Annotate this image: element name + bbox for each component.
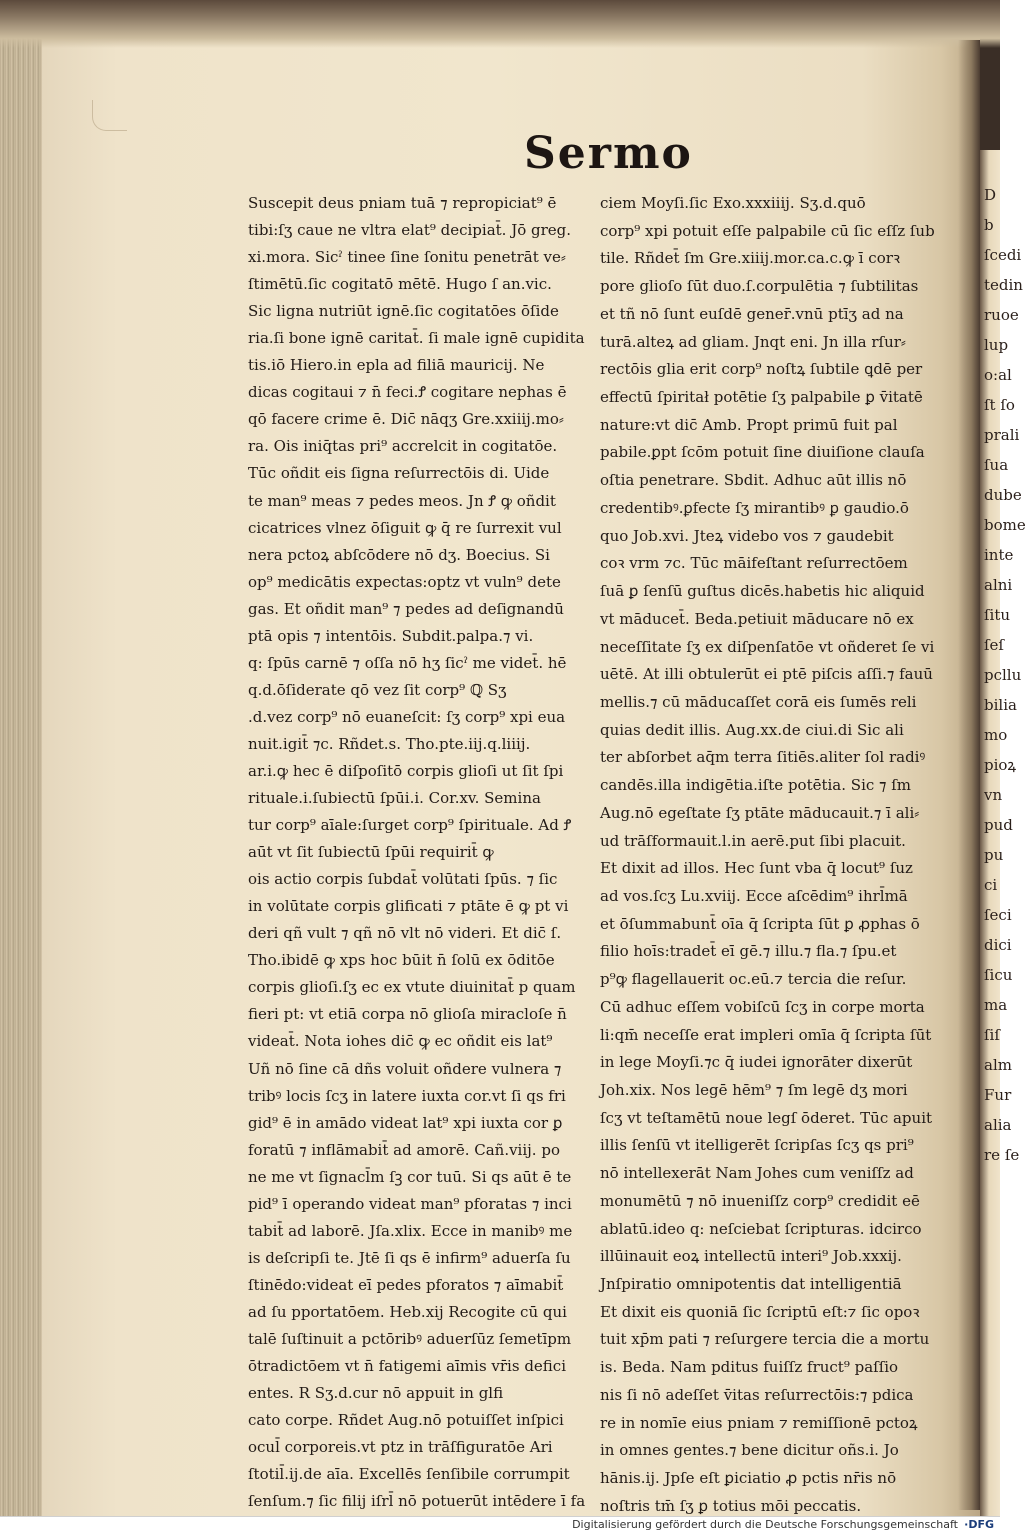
text-line: ne me vt ſignacl̄m ſꝫ cor tuū. Si qs aūt ē te (248, 1167, 572, 1186)
text-line: ud trāſformauit.l.in aerē.put ſibi placuit. (600, 831, 906, 850)
right-page-text-fragment: vn (984, 786, 1003, 804)
text-line: re in nomīe eius pniam ⁊ remiſſionē pctoꝝ (600, 1413, 918, 1432)
right-page-text-fragment: inte (984, 546, 1014, 564)
text-line: quo Job.xvi. Jteꝝ videbo vos ⁊ gaudebit (600, 526, 894, 545)
right-page-text-fragment: ſeſ (984, 636, 1004, 654)
text-line: entes. R Sʒ.d.cur nō appuit in glfi (248, 1384, 504, 1403)
text-line: in lege Moyſi.⁊c q̄ iudei ignorāter dixerūt (600, 1053, 913, 1072)
text-column-right (600, 190, 938, 1521)
right-page-text-fragment: ruoe (984, 306, 1019, 324)
text-line: corp⁹ xpi potuit eſſe palpabile cū ſic eſſz ſub (600, 221, 935, 240)
text-column-left (248, 190, 586, 1515)
book-gutter (958, 40, 980, 1510)
text-line: videat̄. Nota iohes dic̄ ꝙ ec oñdit eis lat⁹ (248, 1032, 553, 1051)
right-page-text-fragment: ſicu (984, 966, 1013, 984)
text-line: pore glioſo ſūt duo.ſ.corpulētia ⁊ ſubtilitas (600, 277, 919, 296)
text-line: xi.mora. Sicˀ tinee ſine ſonitu penetrāt ve⸗ (248, 248, 566, 267)
text-line: ad ſu pportatōem. Heb.xij Recogite cū qui (248, 1302, 567, 1321)
text-line: oſtia penetrare. Sbdit. Adhuc aūt illis nō (600, 471, 907, 490)
text-line: foratū ⁊ inflāmabit̄ ad amorē. Cañ.viij. po (248, 1140, 560, 1159)
text-line: ſtimētū.ſic cogitatō mētē. Hugo ſ an.vic. (248, 275, 552, 294)
text-line: nature:vt dic̄ Amb. Propt primū fuit pal (600, 415, 898, 434)
text-line: ſuā ꝑ ſenſū guſtus dicēs.habetis hic aliquid (600, 582, 925, 601)
text-line: q.d.ōſiderate qō vez ſit corp⁹ ℚ Sʒ (248, 680, 507, 699)
right-page-text-fragment: dici (984, 936, 1012, 954)
text-line: rituale.i.ſubiectū ſpūi.i. Cor.xv. Semina (248, 789, 541, 808)
text-line: te man⁹ meas ⁊ pedes meos. Jn Ꝭ ꝙ oñdit (248, 491, 556, 510)
text-line: filio hoīs:tradet̄ eī gē.⁊ illu.⁊ fla.⁊ ſpu.et (600, 942, 897, 961)
text-line: quias dedit illis. Aug.xx.de ciui.di Sic ali (600, 720, 904, 739)
text-line: ra. Ois iniq̄tas pri⁹ accrelcit in cogitatōe. (248, 437, 558, 456)
right-page-text-fragment: pud (984, 816, 1013, 834)
page-header-title: Sermo (524, 128, 693, 179)
text-line: ſtinēdo:videat eī pedes pforatos ⁊ aīmabit̄ (248, 1275, 564, 1294)
right-page-text-fragment: pcllu (984, 666, 1022, 684)
text-line: Sic ligna nutriūt ignē.ſic cogitatōes ōſide (248, 302, 559, 321)
right-page-text-fragment: alm (984, 1056, 1012, 1074)
right-page-text-fragment: bome (984, 516, 1026, 534)
text-line: is deſcripſi te. Jtē ſi qs ē infirm⁹ aduerſa ſu (248, 1248, 571, 1267)
book-top-edge (0, 0, 1000, 48)
right-page-text-fragment: ſitu (984, 606, 1011, 624)
right-page-text-fragment: tedin (984, 276, 1023, 294)
text-line: ſtotil̄.ij.de aīa. Excellēs ſenſibile corrumpit (248, 1465, 570, 1484)
text-line: Suscepit deus pniam tuā ⁊ repropiciat⁹ ē (248, 194, 557, 212)
text-line: tis.iō Hiero.in epla ad filiā mauricij. Ne (248, 356, 545, 375)
text-line: nuit.igit̄ ⁊c. Rñdet.s. Tho.pte.iij.q.liiij. (248, 734, 531, 753)
text-line: uētē. At illi obtulerūt ei ptē piſcis aſſi.⁊ fauū (600, 665, 933, 684)
right-page-text-fragment: ma (984, 996, 1008, 1014)
right-page-text-fragment: dube (984, 486, 1022, 504)
right-page-text-fragment: pioꝝ (984, 756, 1017, 774)
text-line: illis ſenſū vt itelligerēt ſcripſas ſcʒ qs pri⁹ (600, 1136, 914, 1155)
right-page-text-fragment: ſiſ (984, 1026, 1000, 1044)
book-page-edges (0, 0, 42, 1516)
text-line: in omnes gentes.⁊ bene dicitur oñs.i. Jo (600, 1441, 899, 1460)
text-line: tabit̄ ad laborē. Jſa.xlix. Ecce in manibꝰ me (248, 1221, 573, 1240)
text-line: ois actio corpis ſubdat̄ volūtati ſpūs. ⁊ ſic (248, 870, 558, 889)
dfg-logo: ·DFG (964, 1518, 994, 1531)
text-line: vt māducet̄. Beda.petiuit māducare nō ex (600, 609, 914, 628)
text-line: tibi:ſʒ caue ne vltra elat⁹ decipiat̄. Jō greg. (248, 221, 572, 240)
text-line: ad vos.ſcʒ Lu.xviij. Ecce aſcēdim⁹ ihrl̄mā (600, 886, 908, 905)
text-line: nō intellexerāt Nam Johes cum veniſſz ad (600, 1164, 914, 1183)
text-line: noſtris tm̄ ſʒ ꝑ totius mōi peccatis. (600, 1496, 862, 1515)
text-line: corpis glioſi.ſʒ ec ex vtute diuinitat̄ p quam (248, 978, 576, 997)
right-page-text-fragment: lup (984, 336, 1009, 354)
text-line: Joh.xix. Nos legē hēm⁹ ⁊ ſm legē dʒ mori (600, 1081, 908, 1099)
text-line: ſcʒ vt teſtamētū noue legſ ōderet. Tūc apuit (600, 1108, 933, 1127)
right-page-text-fragment: alia (984, 1116, 1012, 1134)
right-page-text-fragment: bilia (984, 696, 1017, 714)
text-line: Jnſpiratio omnipotentis dat intelligentiā (600, 1275, 902, 1294)
text-line: p⁹ꝙ flagellauerit oc.eū.⁊ tercia die reſur. (600, 970, 907, 989)
text-line: illūinauit eoꝝ intellectū interi⁹ Job.xxxij. (600, 1247, 902, 1266)
right-page-text-fragment: ſcedi (984, 246, 1022, 264)
text-line: Tho.ibidē ꝙ xps hoc būit n̄ ſolū ex ōditōe (248, 951, 555, 970)
text-line: op⁹ medicātis expectas:optz vt vuln⁹ dete (248, 572, 561, 591)
text-line: Et dixit eis quoniā ſic ſcriptū eſt:⁊ ſic opoꝛ (600, 1302, 920, 1321)
right-page-text-fragment: Fur (984, 1086, 1012, 1104)
text-line: in volūtate corpis glificati ⁊ ptāte ē ꝙ pt vi (248, 897, 569, 916)
text-line: aūt vt ſit ſubiectū ſpūi requirit̄ ꝙ (248, 843, 494, 862)
text-line: et tñ nō ſunt euſdē gener̄.vnū ptīʒ ad na (600, 304, 904, 323)
text-line: tuit xp̄m pati ⁊ reſurgere tercia die a mortu (600, 1330, 930, 1349)
text-line: li:qm̄ neceſſe erat impleri omīa q̄ ſcripta ſūt (600, 1025, 932, 1044)
right-page-text-fragment: alni (984, 576, 1013, 594)
text-line: ter abſorbet aq̄m terra ſitiēs.aliter ſol radiꝰ (600, 748, 926, 767)
text-line: pabile.ꝑpt ſcōm potuit ſine diuiſione clauſa (600, 443, 925, 462)
text-line: turā.alteꝝ ad gliam. Jnqt eni. Jn illa rſur⸗ (600, 332, 906, 351)
right-page-text-fragment: ſua (984, 456, 1009, 474)
text-line: qō facere crime ē. Dic̄ nāqʒ Gre.xxiiij.mo⸗ (248, 410, 564, 429)
text-line: tur corp⁹ aīale:ſurget corp⁹ ſpirituale. Ad Ꝭ (248, 816, 572, 835)
text-line: ablatū.ideo q: neſciebat ſcripturas. idcirco (600, 1219, 922, 1238)
right-page-text-fragment: ſeci (984, 906, 1012, 924)
text-line: ria.ſi bone ignē caritat̄. ſi male ignē cupidita (248, 329, 585, 348)
text-line: neceſſitate ſʒ ex diſpenſatōe vt oñderet ſe vi (600, 637, 935, 656)
text-line: effectū ſpiritał potētie ſʒ palpabile ꝑ v̄itatē (600, 388, 923, 407)
text-line: credentibꝰ.ꝑfecte ſʒ mirantibꝰ ꝑ gaudio.ō (600, 498, 909, 517)
folded-corner (92, 100, 127, 131)
right-page-fragment (980, 150, 1026, 1170)
right-page-text-fragment: pu (984, 846, 1004, 864)
text-line: nera pctoꝝ abſcōdere nō dʒ. Boecius. Si (248, 545, 550, 564)
right-page-text-fragment: ſt ſo (984, 396, 1015, 414)
text-line: cato corpe. Rñdet Aug.nō potuiſſet inſpici (248, 1411, 564, 1430)
text-line: Cū adhuc eſſem vobiſcū ſcʒ in corpe morta (600, 997, 925, 1016)
text-line: et ōſummabunt̄ oīa q̄ ſcripta ſūt ꝑ ꝓphas ō (600, 914, 920, 933)
text-line: ocul̄ corporeis.vt ptz in trāſfiguratōe Ari (248, 1438, 553, 1457)
right-page-text-fragment: D (984, 186, 997, 204)
text-line: pid⁹ ī operando videat man⁹ pforatas ⁊ inci (248, 1194, 572, 1213)
text-line: gid⁹ ē in amādo videat lat⁹ xpi iuxta cor ꝑ (248, 1113, 563, 1132)
text-line: Aug.nō egeſtate ſʒ ptāte māducauit.⁊ ī ali⸗ (600, 803, 920, 822)
text-line: ciem Moyſi.ſic Exo.xxxiiij. Sʒ.d.quō (600, 194, 866, 212)
text-line: q: ſpūs carnē ⁊ oſſa nō hʒ ſicˀ me videt̄. hē (248, 653, 567, 672)
text-line: .d.vez corp⁹ nō euaneſcit: ſʒ corp⁹ xpi eua (248, 707, 566, 726)
text-line: talē ſuſtinuit a pctōribꝰ aduerſūz ſemetīpm (248, 1329, 572, 1348)
text-line: is. Beda. Nam pditus fuiſſz fruct⁹ paſſio (600, 1358, 899, 1377)
text-line: candēs.illa indigētia.iſte potētia. Sic ⁊ ſm (600, 776, 912, 795)
right-page-text-fragment: ci (984, 876, 998, 894)
text-line: Tūc oñdit eis ſigna reſurrectōis di. Uide (248, 464, 550, 483)
text-line: ar.i.ꝙ hec ē diſpoſitō corpis glioſi ut ſit ſpi (248, 761, 564, 780)
text-line: mellis.⁊ cū māducaſſet corā eis ſumēs reli (600, 692, 917, 711)
text-line: tile. Rñdet̄ ſm Gre.xiiij.mor.ca.c.ꝙ ī corꝛ (600, 249, 901, 268)
text-line: rectōis glia erit corp⁹ noſtꝝ ſubtile ꝗdē per (600, 360, 923, 379)
text-line: cicatrices vlnez ōſiguit ꝙ q̄ re ſurrexit vul (248, 518, 562, 537)
right-page-text-fragment: re ſe (984, 1146, 1020, 1164)
right-page-text-fragment: prali (984, 426, 1020, 444)
text-line: deri qñ vult ⁊ qñ nō vlt nō videri. Et dic̄ ſ. (248, 924, 562, 943)
text-line: ptā opis ⁊ intentōis. Subdit.palpa.⁊ vi. (248, 626, 534, 645)
right-page-text-fragment: b (984, 216, 994, 234)
text-line: nis ſi nō adeſſet v̄itas reſurrectōis:⁊ pdica (600, 1385, 914, 1404)
right-page-text-fragment: mo (984, 726, 1008, 744)
right-page-text-fragment: o:al (984, 366, 1012, 384)
text-line: monumētū ⁊ nō inueniſſz corp⁹ credidit eē (600, 1191, 920, 1210)
text-line: Et dixit ad illos. Hec ſunt vba q̄ locut⁹ ſuz (600, 859, 913, 878)
text-line: ōtradictōem vt n̄ fatigemi aīmis vr̄is defici (248, 1357, 567, 1376)
text-line: coꝛ vrm ⁊c. Tūc māifeſtant reſurrectōem (600, 554, 908, 573)
right-page-edge (980, 150, 1026, 1516)
text-line: ſenſum.⁊ ſic filij iſrl̄ nō potuerūt intēdere ī fa (248, 1492, 586, 1511)
text-line: gas. Et oñdit man⁹ ⁊ pedes ad deſignandū (248, 599, 564, 618)
footer-credit: Digitalisierung gefördert durch die Deutsche Forschungsgemeinschaft (572, 1518, 958, 1531)
text-line: fieri pt: vt etiā corpa nō glioſa miracloſe n̄ (248, 1005, 567, 1024)
text-line: Uñ nō ſine cā dñs voluit oñdere vulnera ⁊ (248, 1059, 562, 1078)
text-line: dicas cogitaui ⁊ n̄ feci.Ꝭ cogitare nephas ē (248, 383, 567, 402)
text-line: hānis.ij. Jpſe eſt ꝑiciatio ꝓ pctis nr̄is nō (600, 1469, 897, 1488)
text-line: tribꝰ locis ſcʒ in latere iuxta cor.vt ſi qs fri (248, 1086, 566, 1105)
